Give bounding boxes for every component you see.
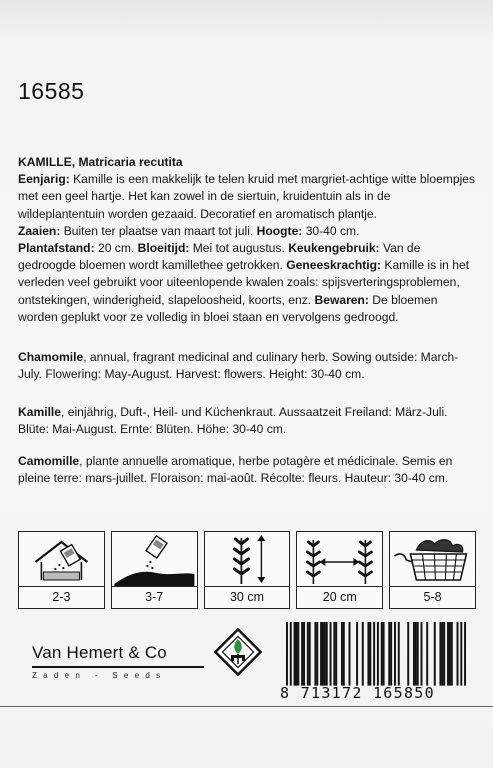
barcode-bar (303, 622, 305, 686)
bottom-rule (0, 706, 493, 707)
icon-cell-spacing (296, 531, 383, 609)
barcode-bar (421, 622, 423, 686)
description-english (18, 349, 480, 383)
barcode-bar (443, 622, 445, 686)
barcode-bar (307, 622, 309, 686)
barcode-bar (349, 622, 351, 686)
barcode-bar (295, 622, 297, 686)
icon-cell-sowing (111, 531, 198, 609)
barcode-bar (356, 622, 358, 686)
barcode-bar (335, 622, 337, 686)
barcode-bar (309, 622, 311, 686)
barcode-bar (451, 622, 453, 686)
description-dutch (18, 154, 480, 326)
brand-tagline: Zaden - Seeds (32, 671, 167, 680)
sowing-depth-icon (112, 532, 197, 586)
text-geneeskrachtig: Kamille is in het verleden veel gebruikt voor uiteenlopende kwalen zoals: spijsverteringsproblemen, ontstekingen, winderigheid, slapeloosheid, koorts, enz. (18, 258, 470, 307)
barcode-bar (333, 622, 335, 686)
harvest-basket-icon (390, 532, 475, 586)
germination-tray-icon (19, 532, 104, 586)
barcode-bar (381, 622, 383, 686)
text-zaaien: Buiten ter plaatse van maart tot juli. (60, 223, 257, 238)
label-bloeitijd: Bloeitijd: (137, 241, 190, 256)
label-german: Kamille (18, 405, 62, 419)
text-hoogte: 30-40 cm. (302, 223, 360, 238)
barcode-bar (314, 622, 316, 686)
product-code: 16585 (18, 78, 85, 104)
barcode-bar (457, 622, 459, 686)
barcode-bar (413, 622, 415, 686)
barcode-bar (407, 622, 409, 686)
barcode-bar (398, 622, 400, 686)
barcode-bar (301, 622, 303, 686)
title: KAMILLE, Matricaria recutita (18, 155, 183, 169)
icon-cell-germination (18, 531, 105, 609)
label-french: Camomille (18, 454, 80, 468)
plant-height-icon (205, 532, 290, 586)
brand-emblem-icon (214, 628, 262, 676)
description-german (18, 404, 480, 438)
label-harvest: 5-8 (423, 590, 442, 604)
icon-cell-height (204, 531, 291, 609)
barcode-bar (388, 622, 390, 686)
text-bewaren: De bloemen worden geplukt voor ze volledig in bloei staan en vervolgens gedroogd. (18, 292, 438, 324)
barcode-bar (367, 622, 369, 686)
brand-underline (32, 666, 204, 668)
barcode-bar (362, 622, 364, 686)
text-eenjarig: Kamille is een makkelijk te telen kruid met margriet-achtige witte bloempjes met een geel hartje. Het kan zowel in de siertuin, kruidentuin als in de wildeplantentuin worden gezaaid. Decoratief en aromatisch plantje. (18, 172, 476, 221)
barcode-bar (417, 622, 419, 686)
barcode-bar (426, 622, 428, 686)
barcode-bar (464, 622, 466, 686)
barcode-bar (390, 622, 392, 686)
barcode-bar (373, 622, 375, 686)
text-french: , plante annuelle aromatique, herbe potagère et médicinale. Semis en pleine terre: mars-juillet. Floraison: mai-août. Récolte: fleurs. Hauteur: 30-40 cm. (18, 454, 453, 486)
label-english: Chamomile (18, 350, 84, 364)
barcode-bar (449, 622, 451, 686)
label-eenjarig: Eenjarig: (18, 172, 70, 187)
barcode-bar (369, 622, 371, 686)
barcode-bar (297, 622, 299, 686)
barcode-bar (415, 622, 417, 686)
barcode-bar (377, 622, 379, 686)
plant-spacing-icon (297, 532, 382, 586)
label-sowing: 3-7 (145, 590, 164, 604)
barcode-bar (341, 622, 343, 686)
barcode-bar (286, 622, 288, 686)
label-germination: 2-3 (52, 590, 71, 604)
label-bewaren: Bewaren: (314, 292, 369, 307)
barcode-bar (343, 622, 345, 686)
barcode-bar (320, 622, 322, 686)
barcode-bar (294, 622, 296, 686)
label-plantafstand: Plantafstand: (18, 241, 95, 256)
barcode-bar (383, 622, 385, 686)
barcode-bar (322, 622, 324, 686)
barcode-number: 8 713172 165850 (280, 684, 435, 702)
text-german: , einjährig, Duft-, Heil- und Küchenkraut. Aussaatzeit Freiland: März-Juli. Blüte: Mai-August. Ernte: Blüten. Höhe: 30-40 cm. (18, 405, 448, 437)
barcode-bar (324, 622, 326, 686)
label-height: 30 cm (229, 590, 265, 604)
description-french (18, 453, 480, 487)
text-plantafstand: 20 cm. (94, 241, 138, 256)
label-keukengebruik: Keukengebruik: (288, 241, 380, 256)
barcode-bar (326, 622, 328, 686)
barcode-bar (441, 622, 443, 686)
barcode-bar (439, 622, 441, 686)
icon-cell-harvest (389, 531, 476, 609)
label-hoogte: Hoogte: (256, 223, 303, 238)
barcode-bar (460, 622, 462, 686)
text-english: , annual, fragrant medicinal and culinary herb. Sowing outside: March-July. Flowering: May-August. Harvest: flowers. Height: 30-40 cm. (18, 350, 459, 382)
label-spacing: 20 cm (322, 590, 357, 604)
barcode-icon (286, 622, 466, 690)
barcode-bar (434, 622, 436, 686)
label-zaaien: Zaaien: (18, 223, 61, 238)
text-bloeitijd: Mei tot augustus. (189, 241, 289, 256)
label-geneeskrachtig: Geneeskrachtig: (286, 258, 382, 273)
barcode-bar (290, 622, 292, 686)
sowing-icons-row (18, 531, 476, 609)
brand-name: Van Hemert & Co (32, 643, 167, 662)
barcode-bar (330, 622, 332, 686)
barcode-bar (447, 622, 449, 686)
text-keukengebruik: Van de gedroogde bloemen wordt kamillethee getrokken. (18, 241, 421, 273)
barcode-bar (394, 622, 396, 686)
barcode-bar (316, 622, 318, 686)
